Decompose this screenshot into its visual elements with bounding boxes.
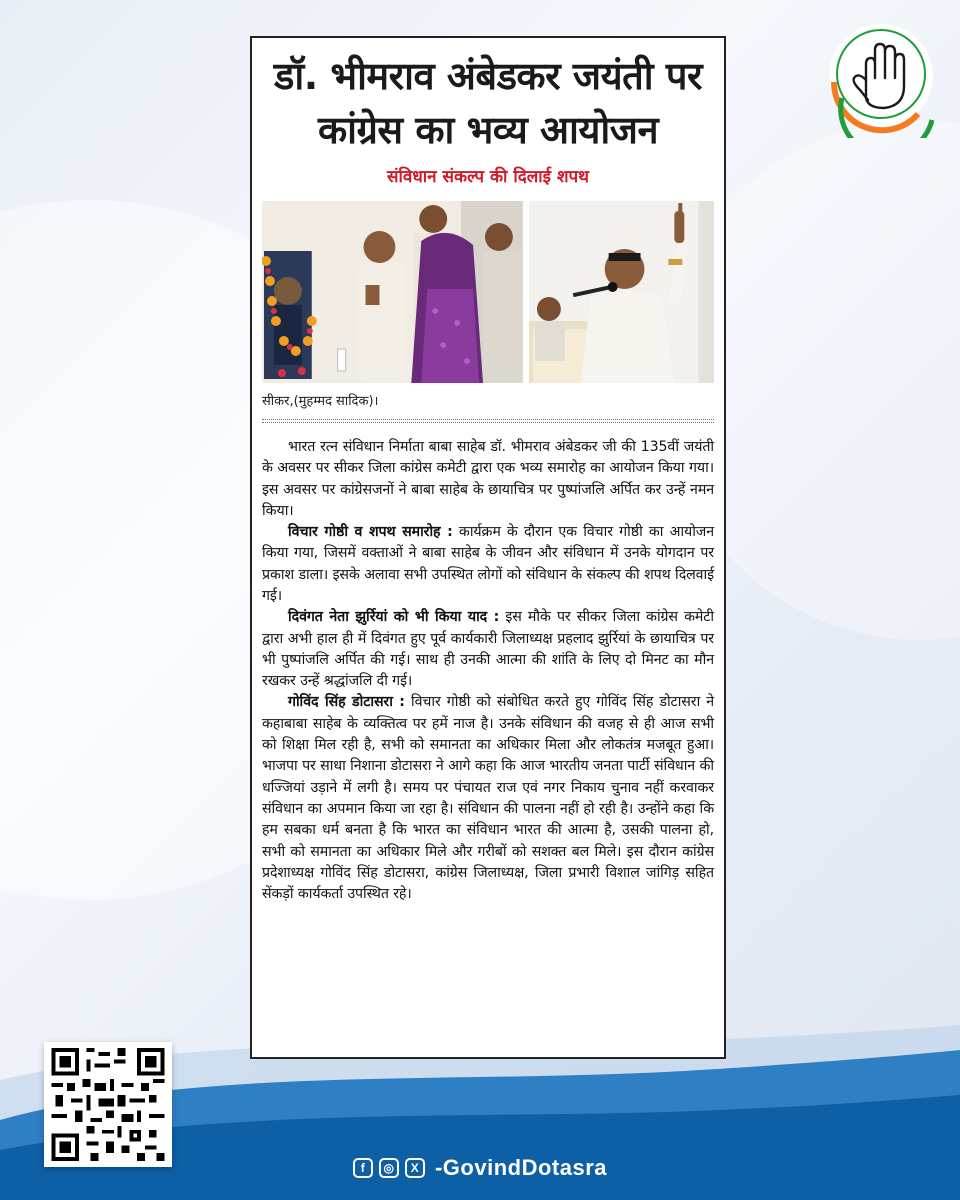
paragraph: [262, 692, 714, 905]
speech-photo-icon: [529, 201, 714, 383]
tribute-photo-icon: [262, 201, 523, 383]
subheadline: संविधान संकल्प की दिलाई शपथ: [386, 166, 590, 187]
x-icon[interactable]: X: [405, 1158, 425, 1178]
headline-line-2: कांग्रेस का भव्य आयोजन: [317, 107, 659, 152]
paragraph-text: इस मौके पर सीकर जिला कांग्रेस कमेटी द्वारा अभी हाल ही में दिवंगत हुए पूर्व कार्यकारी जिलाध्यक्ष प्रहलाद झुर्रियां के छायाचित्र पर भी पुष्पांजलि अर्पित की गई। साथ ही उनकी आत्मा की शांति के लिए दो मिनट का मौन रखकर उन्हें श्रद्धांजलि दी गई।: [262, 609, 714, 690]
paragraph: [262, 607, 714, 692]
social-handle[interactable]: -GovindDotasra: [434, 1155, 608, 1180]
paragraph: [262, 437, 714, 522]
divider: [262, 422, 714, 423]
paragraph-heading: गोविंद सिंह डोटासरा :: [288, 694, 405, 711]
paragraph-heading: विचार गोष्ठी व शपथ समारोह :: [288, 524, 453, 541]
facebook-icon[interactable]: f: [353, 1158, 373, 1178]
dateline: सीकर,(मुहम्मद सादिक)।: [262, 391, 714, 420]
congress-hand-logo-icon: [822, 20, 940, 138]
instagram-icon[interactable]: ◎: [379, 1158, 399, 1178]
social-bar: [0, 1148, 960, 1188]
headline: [262, 50, 714, 158]
headline-line-1: डॉ. भीमराव अंबेडकर जयंती पर: [274, 54, 702, 98]
qr-code-icon: [50, 1048, 166, 1161]
paragraph-text: भारत रत्न संविधान निर्माता बाबा साहेब डॉ. भीमराव अंबेडकर जी की 135वीं जयंती के अवसर पर सीकर जिला कांग्रेस कमेटी द्वारा एक भव्य समारोह का आयोजन किया गया। इस अवसर पर कांग्रेसजनों ने बाबा साहेब के छायाचित्र पर पुष्पांजलि अर्पित कर उन्हें नमन किया।: [262, 438, 714, 519]
paragraph-heading: दिवंगत नेता झुर्रियां को भी किया याद :: [288, 609, 500, 626]
paragraph: [262, 522, 714, 607]
paragraph-text: कार्यक्रम के दौरान एक विचार गोष्ठी का आयोजन किया गया, जिसमें वक्ताओं ने बाबा साहेब के जीवन और संविधान में उनके योगदान पर प्रकाश डाला। इसके अलावा सभी उपस्थित लोगों को संविधान के संकल्प की शपथ दिलवाई गई।: [262, 524, 714, 604]
newspaper-clipping: [250, 36, 726, 1059]
paragraph-text: विचार गोष्ठी को संबोधित करते हुए गोविंद सिंह डोटासरा ने कहाबाबा साहेब के व्यक्तित्व पर हमें नाज है। उनके संविधान की वजह से ही आज सभी को शिक्षा मिल रही है, सभी को समानता का अधिकार मिला और लोकतंत्र मजबूत हुआ।भाजपा पर साधा निशाना डोटासरा ने आगे कहा कि आज भारतीय जनता पार्टी संविधान की धज्जियां उड़ाने में लगी है। समय पर पंचायत राज एवं नगर निकाय चुनाव नहीं करवाकर संविधान का अपमान किया जा रहा है। संविधान की पालना नहीं हो रही है। उन्होंने कहा कि हम सबका धर्म बनता है कि भारत का संविधान भारत की आत्मा है, उसकी पालना हो, सभी को समानता का अधिकार मिले और गरीबों को सशक्त बल मिले। इस दौरान कांग्रेस प्रदेशाध्यक्ष गोविंद सिंह डोटासरा, कांग्रेस जिलाध्यक्ष, जिला प्रभारी विशाल जांगिड़ सहित सेंकड़ों कार्यकर्ता उपस्थित रहे।: [262, 694, 714, 903]
photo-row: [262, 201, 714, 383]
article-body: [262, 437, 714, 906]
